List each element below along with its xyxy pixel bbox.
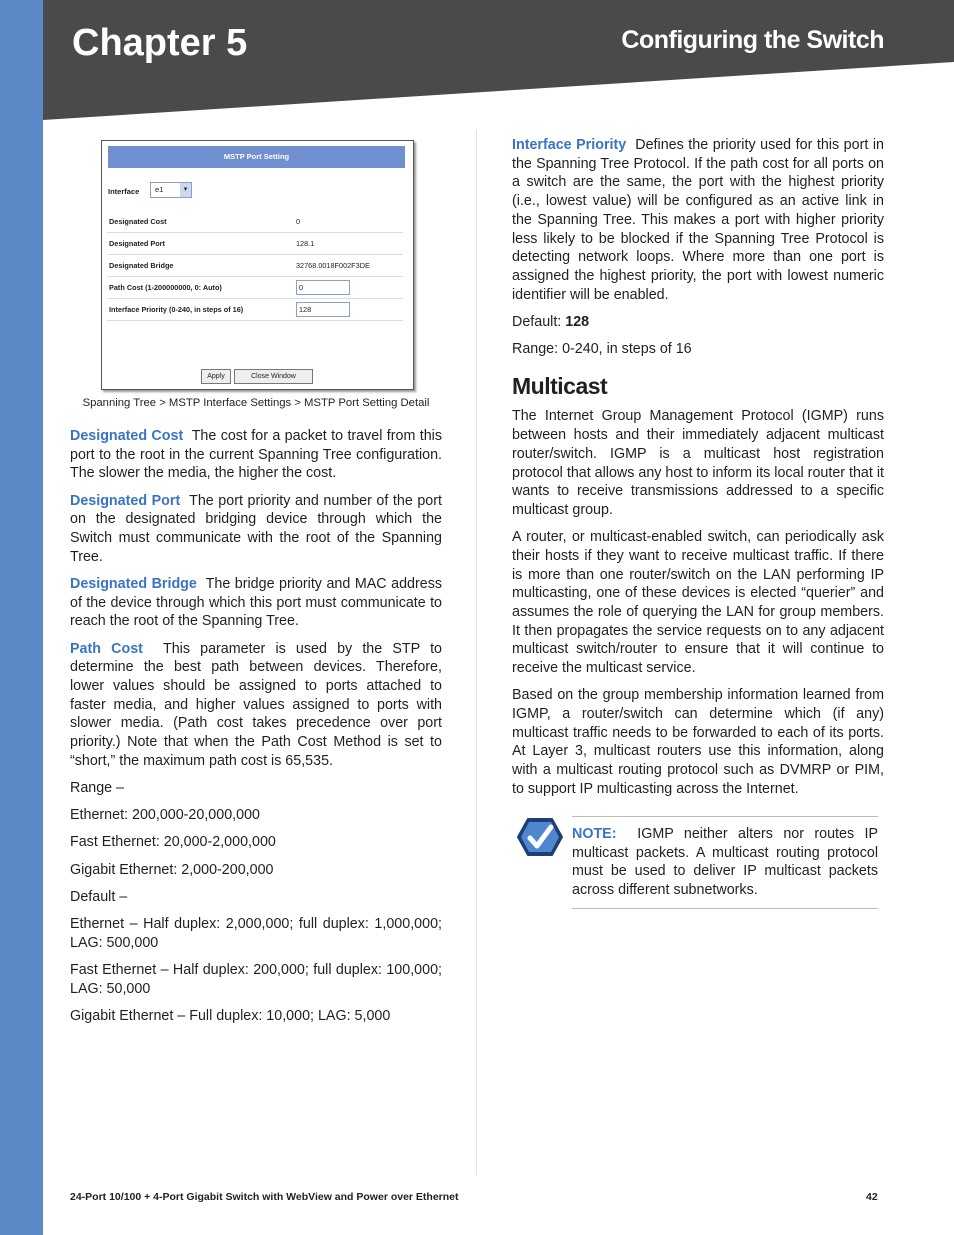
- default-gigabit-ethernet: Gigabit Ethernet – Full duplex: 10,000; LAG: 5,000: [70, 1007, 391, 1024]
- designated-bridge-paragraph: [70, 575, 442, 631]
- term-path-cost: Path Cost: [70, 640, 143, 657]
- range-gigabit-ethernet: Gigabit Ethernet: 2,000-200,000: [70, 861, 274, 878]
- definition-text: Defines the priority used for this port in the Spanning Tree Protocol. If the path cost for all ports on a switch are the same, the port with the highest priority (i.e., lowest value) will be configured as an active link in the Spanning Tree. This makes a port with higher priority less likely to be blocked if the Spanning Tree Protocol is detecting network loops. Where more than one port is assigned the highest priority, the port with lowest numeric identifier will be enabled.: [512, 137, 884, 303]
- interface-priority-paragraph: [512, 136, 884, 304]
- note-rule-bottom: [572, 908, 878, 909]
- chevron-down-icon: ▾: [180, 183, 191, 197]
- term-interface-priority: Interface Priority: [512, 137, 627, 153]
- row-label: Designated Cost: [107, 211, 294, 233]
- range-label: Range –: [70, 779, 125, 796]
- right-column: [512, 136, 884, 807]
- section-title: Configuring the Switch: [621, 26, 884, 54]
- range-line: Range: 0-240, in steps of 16: [512, 341, 692, 358]
- default-ethernet: Ethernet – Half duplex: 2,000,000; full duplex: 1,000,000; LAG: 500,000: [70, 915, 442, 951]
- default-label: Default –: [70, 888, 128, 905]
- default-value: 128: [565, 313, 590, 330]
- definition-text: The bridge priority and MAC address of the device through which this port must communicate to reach the root of the Spanning Tree.: [70, 575, 442, 630]
- table-row: [107, 233, 403, 255]
- footer-product: 24-Port 10/100 + 4-Port Gigabit Switch with WebView and Power over Ethernet: [70, 1191, 459, 1203]
- multicast-paragraph-3: Based on the group membership information learned from IGMP, a router/switch can determine which (if any) multicast traffic needs to be forwarded to each of its ports. At Layer 3, multicast routers use this information, along with a multicast routing protocol such as DVMRP or PIM, to support IP multicasting across the Internet.: [512, 687, 884, 797]
- row-value: 32768.0018F002F3DE: [294, 255, 403, 277]
- interface-label: Interface: [108, 187, 140, 196]
- interface-select[interactable]: [150, 182, 192, 198]
- interface-priority-input[interactable]: 128: [296, 302, 350, 317]
- default-line: [512, 313, 884, 332]
- range-fast-ethernet: Fast Ethernet: 20,000-2,000,000: [70, 834, 276, 851]
- default-label: Default:: [512, 313, 562, 330]
- note-label: NOTE:: [572, 826, 617, 842]
- checkmark-icon: [516, 816, 564, 858]
- note-box: [512, 816, 878, 908]
- definition-text: The port priority and number of the port on the designated bridging device through which the Switch must communicate with the root of the Spanning Tree.: [70, 492, 442, 565]
- row-label: Designated Port: [107, 233, 294, 255]
- definition-text: This parameter is used by the STP to determine the best path between devices. Therefore, lower values should be assigned to ports attached to faster media, and higher values assigned to ports with slower media. (Path cost takes precedence over port priority.) Note that when the Path Cost Method is set to “short,” the maximum path cost is 65,535.: [70, 640, 442, 769]
- note-rule-top: [572, 816, 878, 817]
- table-row: [107, 277, 403, 299]
- table-row: [107, 255, 403, 277]
- table-row: [107, 211, 403, 233]
- path-cost-paragraph: [70, 640, 442, 771]
- table-row: [107, 299, 403, 321]
- default-fast-ethernet: Fast Ethernet – Half duplex: 200,000; full duplex: 100,000; LAG: 50,000: [70, 961, 442, 997]
- row-label: Path Cost (1-200000000, 0: Auto): [107, 277, 294, 299]
- close-window-button[interactable]: Close Window: [234, 369, 313, 384]
- note-body: IGMP neither alters nor routes IP multicast packets. A multicast routing protocol must be used to deliver IP multicast packets across different subnetworks.: [572, 826, 878, 899]
- left-column: [70, 427, 442, 1034]
- note-text: [572, 825, 878, 900]
- row-label: Designated Bridge: [107, 255, 294, 277]
- apply-button[interactable]: Apply: [201, 369, 231, 384]
- term-designated-port: Designated Port: [70, 492, 181, 509]
- term-designated-bridge: Designated Bridge: [70, 575, 197, 592]
- path-cost-input[interactable]: 0: [296, 280, 350, 295]
- row-label: Interface Priority (0-240, in steps of 16): [107, 299, 294, 321]
- multicast-paragraph-1: The Internet Group Management Protocol (IGMP) runs between hosts and their immediately adjacent multicast router/switch. IGMP is a multicast host registration protocol that allows any host to inform its local router that it wants to receive transmissions addressed to a specific multicast group.: [512, 408, 884, 518]
- screenshot-title: MSTP Port Setting: [108, 146, 405, 168]
- designated-port-paragraph: [70, 492, 442, 567]
- term-designated-cost: Designated Cost: [70, 428, 184, 444]
- row-value: 0: [294, 211, 403, 233]
- range-ethernet: Ethernet: 200,000-20,000,000: [70, 807, 260, 824]
- row-value: 128.1: [294, 233, 403, 255]
- designated-cost-paragraph: [70, 427, 442, 483]
- figure-caption: Spanning Tree > MSTP Interface Settings > MSTP Port Setting Detail: [82, 397, 430, 409]
- interface-value: e1: [155, 185, 164, 194]
- multicast-heading: Multicast: [512, 372, 608, 399]
- mstp-screenshot: [101, 140, 414, 390]
- port-setting-table: [107, 211, 403, 321]
- page-sidebar-band: [0, 0, 43, 1235]
- multicast-paragraph-2: A router, or multicast-enabled switch, can periodically ask their hosts if they want to receive multicast traffic. If there is more than one router/switch on the LAN performing IP multicasting, one of these devices is elected “querier” and assumes the role of querying the LAN for group members. It then propagates the service requests on to any adjacent multicast switch/router to ensure that it will continue to receive the multicast service.: [512, 529, 884, 677]
- definition-text: The cost for a packet to travel from this port to the root in the current Spanning Tree configuration. The slower the media, the higher the cost.: [70, 428, 442, 482]
- page-number: 42: [866, 1191, 878, 1203]
- column-divider: [476, 130, 477, 1175]
- chapter-title: Chapter 5: [72, 22, 248, 64]
